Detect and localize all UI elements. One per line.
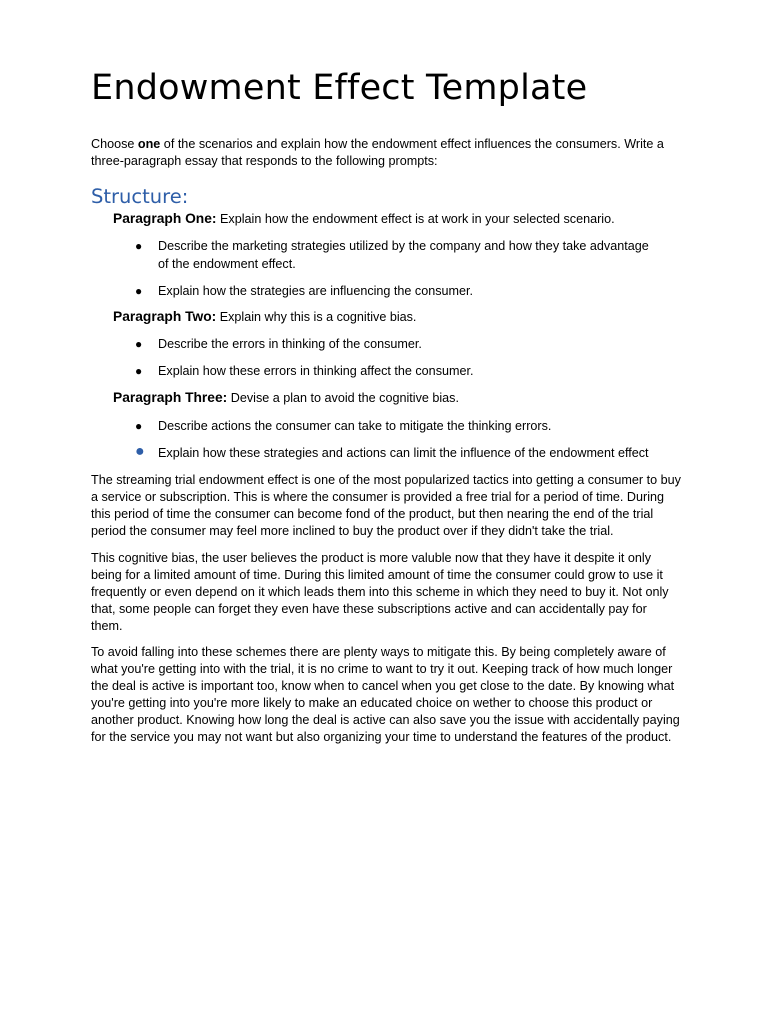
bullet-dot-icon: ● <box>135 419 143 433</box>
bullet-dot-icon: ● <box>135 284 143 298</box>
bullet-text: Describe actions the consumer can take to mitigate the thinking errors. <box>158 419 552 433</box>
paragraph-three-text: Devise a plan to avoid the cognitive bias. <box>227 391 459 405</box>
bullet-text: Explain how these strategies and actions can limit the influence of the endowment effect <box>158 446 649 460</box>
essay-paragraph-one: The streaming trial endowment effect is one of the most popularized tactics into getting a consumer to buy a service or subscription. This is where the consumer is provided a free trial for a period of time. During this period of time the consumer can become fond of the product, but then nearing the end of the trial period the consumer may feel more inclined to buy the product over if they didn't take the trial. <box>91 473 681 538</box>
essay-paragraph-three: To avoid falling into these schemes there are plenty ways to mitigate this. By being completely aware of what you're getting into with the trial, it is no crime to want to try it out. Keeping track of how much longer the deal is active is important too, know when to cancel when you get close to the date. By knowing what you're getting into you're more likely to make an educated choice on wether to choose this product or another product. Knowing how long the deal is active can also save you the issue with accidentally paying for the service you may not want but also organizing your time to understand the features of the product. <box>91 645 680 744</box>
list-item <box>135 363 655 381</box>
paragraph-three-label: Paragraph Three: <box>113 390 228 405</box>
paragraph-two-label: Paragraph Two: <box>113 309 217 324</box>
list-item <box>135 418 655 436</box>
structure-heading: Structure: <box>91 185 189 208</box>
list-item <box>135 336 655 354</box>
paragraph-two-prompt <box>113 309 416 326</box>
bullet-dot-icon: ● <box>135 337 143 351</box>
paragraph-one-label: Paragraph One: <box>113 211 217 226</box>
list-item <box>135 238 655 273</box>
bullet-dot-icon: ● <box>135 364 143 378</box>
list-item <box>135 445 655 463</box>
bullet-text: Explain how these errors in thinking affect the consumer. <box>158 364 474 378</box>
list-item <box>135 283 655 301</box>
paragraph-one-text: Explain how the endowment effect is at work in your selected scenario. <box>216 212 615 226</box>
paragraph-two-text: Explain why this is a cognitive bias. <box>216 310 417 324</box>
bullet-dot-icon: ● <box>135 239 143 253</box>
intro-text-after: of the scenarios and explain how the endowment effect influences the consumers. Write a three-paragraph essay that responds to the following prompts: <box>91 137 664 168</box>
bullet-text: Explain how the strategies are influencing the consumer. <box>158 284 474 298</box>
bullet-dot-icon: ● <box>135 443 145 460</box>
essay-paragraph-two: This cognitive bias, the user believes the product is more valuble now that they have it despite it only being for a limited amount of time. During this limited amount of time the consumer could grow to use it frequently or even depend on it which leads them into this scheme in which they need to buy it. Not only that, some people can forget they even have these subscriptions active and can accidentally pay for them. <box>91 551 669 633</box>
intro-bold-word: one <box>137 137 161 151</box>
bullet-text: Describe the errors in thinking of the consumer. <box>158 337 422 351</box>
paragraph-three-prompt <box>113 390 459 407</box>
paragraph-one-prompt <box>113 211 615 228</box>
intro-text-before: Choose <box>91 137 138 151</box>
intro-paragraph <box>91 136 681 170</box>
document-title: Endowment Effect Template <box>91 68 588 108</box>
bullet-text: Describe the marketing strategies utilized by the company and how they take advantage of the endowment effect. <box>158 239 649 271</box>
